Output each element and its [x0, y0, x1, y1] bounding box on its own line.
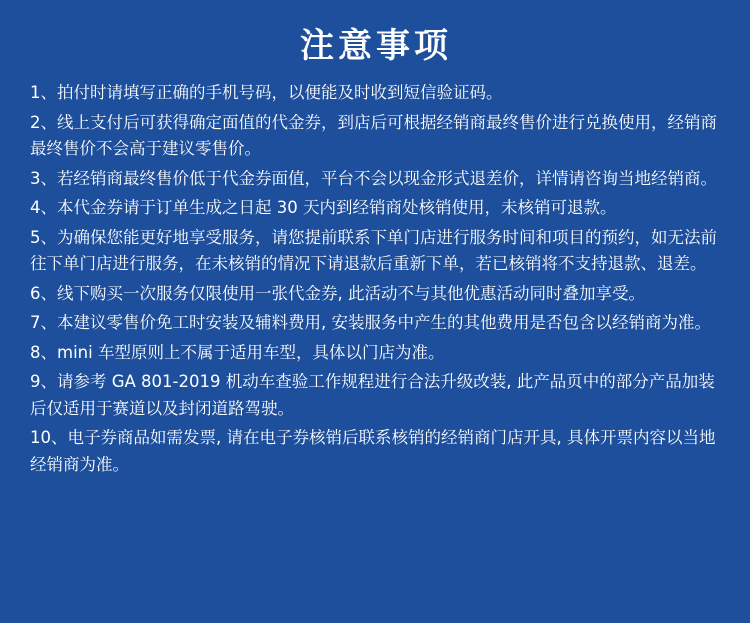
note-item-8: 8、mini 车型原则上不属于适用车型，具体以门店为准。 [30, 342, 445, 362]
note-item-6: 6、线下购买一次服务仅限使用一张代金券, 此活动不与其他优惠活动同时叠加享受。 [30, 283, 645, 303]
note-item-1: 1、拍付时请填写正确的手机号码，以便能及时收到短信验证码。 [30, 83, 503, 102]
note-item-10: 10、电子券商品如需发票, 请在电子券核销后联系核销的经销商门店开具, 具体开票内容以当地经销商为准。 [30, 428, 716, 474]
note-item-7: 7、本建议零售价免工时安装及辅料费用, 安装服务中产生的其他费用是否包含以经销商为准。 [30, 313, 711, 332]
note-item-9: 9、请参考 GA 801-2019 机动车查验工作规程进行合法升级改装, 此产品页中的部分产品加装后仅适用于赛道以及封闭道路驾驶。 [30, 372, 715, 418]
notes-list [30, 80, 722, 478]
page-title: 注意事项 [300, 26, 452, 66]
note-item-2: 2、线上支付后可获得确定面值的代金券，到店后可根据经销商最终售价进行兑换使用，经销商最终售价不会高于建议零售价。 [30, 112, 717, 158]
note-item-5: 5、为确保您能更好地享受服务，请您提前联系下单门店进行服务时间和项目的预约，如无法前往下单门店进行服务，在未核销的情况下请退款后重新下单，若已核销将不支持退款、退差。 [30, 227, 717, 273]
note-item-3: 3、若经销商最终售价低于代金券面值，平台不会以现金形式退差价，详情请咨询当地经销商。 [30, 168, 717, 188]
note-item-4: 4、本代金券请于订单生成之日起 30 天内到经销商处核销使用，未核销可退款。 [30, 198, 617, 217]
